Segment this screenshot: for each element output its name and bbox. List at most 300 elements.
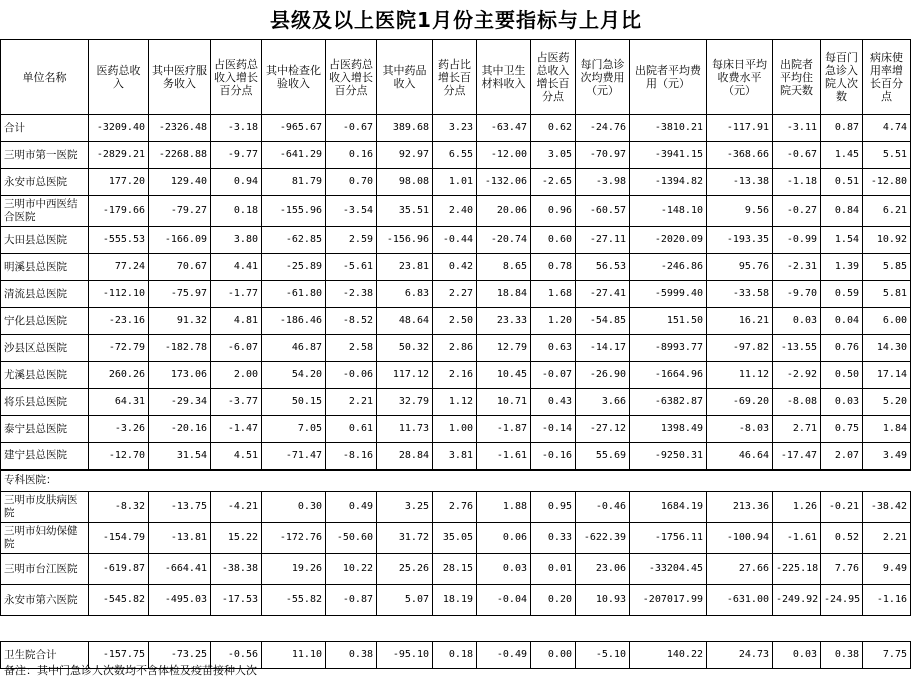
value-cell: -619.87 (89, 554, 149, 585)
value-cell: 2.58 (326, 335, 377, 362)
empty-cell (326, 616, 377, 642)
value-cell: -14.17 (576, 335, 630, 362)
empty-cell (773, 616, 821, 642)
value-cell: 1.68 (531, 281, 576, 308)
value-cell: 3.49 (863, 443, 911, 470)
value-cell: 0.03 (477, 554, 531, 585)
value-cell: -172.76 (262, 523, 326, 554)
value-cell: 3.81 (433, 443, 477, 470)
value-cell: 1684.19 (630, 492, 707, 523)
column-header: 每床日平均收费水平（元） (707, 40, 773, 115)
header-row (1, 40, 911, 115)
value-cell: -17.47 (773, 443, 821, 470)
table-row (1, 254, 911, 281)
table-row (1, 362, 911, 389)
value-cell: 4.51 (211, 443, 262, 470)
unit-name-cell: 三明市台江医院 (1, 554, 89, 585)
value-cell: 117.12 (377, 362, 433, 389)
value-cell: -622.39 (576, 523, 630, 554)
value-cell: -5.10 (576, 642, 630, 669)
value-cell: -1394.82 (630, 169, 707, 196)
unit-name-cell: 永安市总医院 (1, 169, 89, 196)
value-cell: -24.76 (576, 115, 630, 142)
table-row (1, 335, 911, 362)
value-cell: -17.53 (211, 585, 262, 616)
value-cell: 0.43 (531, 389, 576, 416)
value-cell: 6.83 (377, 281, 433, 308)
value-cell: -0.46 (576, 492, 630, 523)
value-cell: -1756.11 (630, 523, 707, 554)
column-header: 占医药总收入增长百分点 (211, 40, 262, 115)
value-cell: 16.21 (707, 308, 773, 335)
value-cell: -545.82 (89, 585, 149, 616)
value-cell: -5.61 (326, 254, 377, 281)
value-cell: -8993.77 (630, 335, 707, 362)
column-header: 每百门急诊入院人次数 (821, 40, 863, 115)
table-row (1, 169, 911, 196)
value-cell: -12.00 (477, 142, 531, 169)
value-cell: 20.06 (477, 196, 531, 227)
value-cell: 54.20 (262, 362, 326, 389)
value-cell: -132.06 (477, 169, 531, 196)
unit-name-cell: 沙县区总医院 (1, 335, 89, 362)
value-cell: 1398.49 (630, 416, 707, 443)
value-cell: 11.10 (262, 642, 326, 669)
value-cell: 9.56 (707, 196, 773, 227)
value-cell: 2.59 (326, 227, 377, 254)
value-cell: -8.52 (326, 308, 377, 335)
value-cell: 0.49 (326, 492, 377, 523)
value-cell: 1.20 (531, 308, 576, 335)
value-cell: 3.05 (531, 142, 576, 169)
column-header: 每门急诊次均费用（元） (576, 40, 630, 115)
value-cell: 6.21 (863, 196, 911, 227)
value-cell: -1.87 (477, 416, 531, 443)
value-cell: -9250.31 (630, 443, 707, 470)
value-cell: -0.56 (211, 642, 262, 669)
column-header: 其中药品收入 (377, 40, 433, 115)
page-title: 县级及以上医院1月份主要指标与上月比 (270, 8, 642, 32)
value-cell: -157.75 (89, 642, 149, 669)
value-cell: -20.16 (149, 416, 211, 443)
value-cell: 23.06 (576, 554, 630, 585)
value-cell: -60.57 (576, 196, 630, 227)
value-cell: 0.51 (821, 169, 863, 196)
table-row (1, 585, 911, 616)
value-cell: -193.35 (707, 227, 773, 254)
value-cell: 0.16 (326, 142, 377, 169)
value-cell: 91.32 (149, 308, 211, 335)
value-cell: -0.21 (821, 492, 863, 523)
value-cell: 0.84 (821, 196, 863, 227)
value-cell: 0.52 (821, 523, 863, 554)
value-cell: -38.38 (211, 554, 262, 585)
value-cell: -8.08 (773, 389, 821, 416)
value-cell: 0.75 (821, 416, 863, 443)
value-cell: 1.00 (433, 416, 477, 443)
value-cell: 3.25 (377, 492, 433, 523)
value-cell: 2.21 (326, 389, 377, 416)
value-cell: -495.03 (149, 585, 211, 616)
value-cell: 10.92 (863, 227, 911, 254)
value-cell: 46.64 (707, 443, 773, 470)
value-cell: -63.47 (477, 115, 531, 142)
value-cell: 0.06 (477, 523, 531, 554)
unit-name-cell: 三明市第一医院 (1, 142, 89, 169)
table-row (1, 196, 911, 227)
value-cell: -2829.21 (89, 142, 149, 169)
column-header: 医药总收入 (89, 40, 149, 115)
value-cell: 0.00 (531, 642, 576, 669)
value-cell: 0.60 (531, 227, 576, 254)
value-cell: 2.86 (433, 335, 477, 362)
value-cell: 35.05 (433, 523, 477, 554)
value-cell: 177.20 (89, 169, 149, 196)
value-cell: 31.54 (149, 443, 211, 470)
value-cell: 2.50 (433, 308, 477, 335)
value-cell: 32.79 (377, 389, 433, 416)
value-cell: -1.61 (773, 523, 821, 554)
value-cell: -2268.88 (149, 142, 211, 169)
unit-name-cell: 三明市妇幼保健院 (1, 523, 89, 554)
value-cell: -0.44 (433, 227, 477, 254)
value-cell: -0.04 (477, 585, 531, 616)
value-cell: -0.27 (773, 196, 821, 227)
value-cell: -2.38 (326, 281, 377, 308)
value-cell: -3810.21 (630, 115, 707, 142)
value-cell: -1.77 (211, 281, 262, 308)
value-cell: 3.80 (211, 227, 262, 254)
value-cell: -25.89 (262, 254, 326, 281)
column-header: 药占比增长百分点 (433, 40, 477, 115)
value-cell: 213.36 (707, 492, 773, 523)
column-header: 占医药总收入增长百分点 (326, 40, 377, 115)
value-cell: -2020.09 (630, 227, 707, 254)
column-header: 其中医疗服务收入 (149, 40, 211, 115)
value-cell: 77.24 (89, 254, 149, 281)
value-cell: -8.03 (707, 416, 773, 443)
value-cell: -27.41 (576, 281, 630, 308)
value-cell: -249.92 (773, 585, 821, 616)
value-cell: -182.78 (149, 335, 211, 362)
value-cell: -1.16 (863, 585, 911, 616)
value-cell: -55.82 (262, 585, 326, 616)
value-cell: -13.75 (149, 492, 211, 523)
column-header: 占医药总收入增长百分点 (531, 40, 576, 115)
value-cell: 1.39 (821, 254, 863, 281)
column-header: 出院者平均住院天数 (773, 40, 821, 115)
value-cell: -154.79 (89, 523, 149, 554)
value-cell: 24.73 (707, 642, 773, 669)
value-cell: 98.08 (377, 169, 433, 196)
value-cell: 19.26 (262, 554, 326, 585)
empty-cell (433, 616, 477, 642)
value-cell: 0.42 (433, 254, 477, 281)
value-cell: -3.98 (576, 169, 630, 196)
column-header: 出院者平均费用（元） (630, 40, 707, 115)
empty-cell (149, 616, 211, 642)
value-cell: 0.33 (531, 523, 576, 554)
value-cell: -8.32 (89, 492, 149, 523)
empty-cell (477, 616, 531, 642)
value-cell: -0.07 (531, 362, 576, 389)
value-cell: 5.07 (377, 585, 433, 616)
value-cell: 23.33 (477, 308, 531, 335)
value-cell: -2.92 (773, 362, 821, 389)
value-cell: -156.96 (377, 227, 433, 254)
empty-cell (707, 616, 773, 642)
value-cell: 173.06 (149, 362, 211, 389)
value-cell: -70.97 (576, 142, 630, 169)
value-cell: -368.66 (707, 142, 773, 169)
empty-cell (630, 616, 707, 642)
value-cell: 1.12 (433, 389, 477, 416)
value-cell: -20.74 (477, 227, 531, 254)
value-cell: 0.03 (773, 642, 821, 669)
value-cell: 28.15 (433, 554, 477, 585)
value-cell: 23.81 (377, 254, 433, 281)
table-row (1, 492, 911, 523)
value-cell: 0.20 (531, 585, 576, 616)
value-cell: -2.31 (773, 254, 821, 281)
value-cell: -1.61 (477, 443, 531, 470)
value-cell: 151.50 (630, 308, 707, 335)
value-cell: 0.70 (326, 169, 377, 196)
value-cell: -12.70 (89, 443, 149, 470)
value-cell: 0.76 (821, 335, 863, 362)
section-row (1, 470, 911, 492)
value-cell: -179.66 (89, 196, 149, 227)
value-cell: -9.70 (773, 281, 821, 308)
value-cell: 0.38 (821, 642, 863, 669)
value-cell: 4.74 (863, 115, 911, 142)
value-cell: 2.21 (863, 523, 911, 554)
value-cell: -27.11 (576, 227, 630, 254)
table-row (1, 389, 911, 416)
value-cell: -50.60 (326, 523, 377, 554)
table-row (1, 115, 911, 142)
column-header: 其中检查化验收入 (262, 40, 326, 115)
value-cell: 6.00 (863, 308, 911, 335)
value-cell: -4.21 (211, 492, 262, 523)
value-cell: 10.71 (477, 389, 531, 416)
value-cell: -13.55 (773, 335, 821, 362)
value-cell: 55.69 (576, 443, 630, 470)
value-cell: 1.84 (863, 416, 911, 443)
value-cell: -13.38 (707, 169, 773, 196)
value-cell: -0.87 (326, 585, 377, 616)
value-cell: -0.67 (773, 142, 821, 169)
value-cell: -0.06 (326, 362, 377, 389)
value-cell: -73.25 (149, 642, 211, 669)
footnote: 备注：其中门急诊人次数均不含体检及疫苗接种人次 (4, 664, 257, 677)
column-header: 单位名称 (1, 40, 89, 115)
value-cell: 1.01 (433, 169, 477, 196)
value-cell: 0.38 (326, 642, 377, 669)
value-cell: -54.85 (576, 308, 630, 335)
value-cell: 0.87 (821, 115, 863, 142)
value-cell: 2.27 (433, 281, 477, 308)
value-cell: 10.93 (576, 585, 630, 616)
value-cell: 95.76 (707, 254, 773, 281)
value-cell: -33204.45 (630, 554, 707, 585)
value-cell: 9.49 (863, 554, 911, 585)
value-cell: 4.81 (211, 308, 262, 335)
value-cell: 8.65 (477, 254, 531, 281)
value-cell: -1.18 (773, 169, 821, 196)
value-cell: 0.61 (326, 416, 377, 443)
table-row (1, 227, 911, 254)
empty-cell (211, 616, 262, 642)
value-cell: -0.49 (477, 642, 531, 669)
unit-name-cell: 清流县总医院 (1, 281, 89, 308)
value-cell: 0.18 (211, 196, 262, 227)
value-cell: -186.46 (262, 308, 326, 335)
value-cell: -5999.40 (630, 281, 707, 308)
value-cell: 0.59 (821, 281, 863, 308)
unit-name-cell: 建宁县总医院 (1, 443, 89, 470)
value-cell: -3.54 (326, 196, 377, 227)
value-cell: 14.30 (863, 335, 911, 362)
empty-cell (821, 616, 863, 642)
empty-cell (377, 616, 433, 642)
unit-name-cell: 卫生院合计 (1, 642, 89, 669)
table-row (1, 142, 911, 169)
value-cell: 5.85 (863, 254, 911, 281)
value-cell: -0.14 (531, 416, 576, 443)
value-cell: -1.47 (211, 416, 262, 443)
value-cell: 3.66 (576, 389, 630, 416)
value-cell: 6.55 (433, 142, 477, 169)
value-cell: 46.87 (262, 335, 326, 362)
value-cell: 0.01 (531, 554, 576, 585)
value-cell: -26.90 (576, 362, 630, 389)
value-cell: 1.45 (821, 142, 863, 169)
value-cell: -62.85 (262, 227, 326, 254)
value-cell: 50.32 (377, 335, 433, 362)
value-cell: 92.97 (377, 142, 433, 169)
value-cell: -29.34 (149, 389, 211, 416)
value-cell: -69.20 (707, 389, 773, 416)
value-cell: -3.11 (773, 115, 821, 142)
value-cell: 2.00 (211, 362, 262, 389)
value-cell: -6382.87 (630, 389, 707, 416)
value-cell: -207017.99 (630, 585, 707, 616)
value-cell: -225.18 (773, 554, 821, 585)
value-cell: 50.15 (262, 389, 326, 416)
value-cell: 2.71 (773, 416, 821, 443)
value-cell: -1664.96 (630, 362, 707, 389)
table-body (1, 115, 911, 669)
empty-cell (1, 616, 89, 642)
value-cell: -166.09 (149, 227, 211, 254)
value-cell: 129.40 (149, 169, 211, 196)
value-cell: 3.23 (433, 115, 477, 142)
value-cell: -8.16 (326, 443, 377, 470)
value-cell: -555.53 (89, 227, 149, 254)
value-cell: -148.10 (630, 196, 707, 227)
value-cell: 1.26 (773, 492, 821, 523)
empty-cell (576, 616, 630, 642)
value-cell: 11.12 (707, 362, 773, 389)
value-cell: 260.26 (89, 362, 149, 389)
value-cell: 11.73 (377, 416, 433, 443)
value-cell: 35.51 (377, 196, 433, 227)
table-row (1, 523, 911, 554)
value-cell: -155.96 (262, 196, 326, 227)
value-cell: 0.78 (531, 254, 576, 281)
value-cell: -75.97 (149, 281, 211, 308)
unit-name-cell: 三明市中西医结合医院 (1, 196, 89, 227)
value-cell: 15.22 (211, 523, 262, 554)
value-cell: 0.95 (531, 492, 576, 523)
value-cell: 18.19 (433, 585, 477, 616)
value-cell: -246.86 (630, 254, 707, 281)
value-cell: -641.29 (262, 142, 326, 169)
empty-cell (863, 616, 911, 642)
value-cell: 5.20 (863, 389, 911, 416)
table-row (1, 416, 911, 443)
value-cell: -3.18 (211, 115, 262, 142)
value-cell: 5.51 (863, 142, 911, 169)
value-cell: -664.41 (149, 554, 211, 585)
spacer-row (1, 616, 911, 642)
value-cell: 1.54 (821, 227, 863, 254)
value-cell: -3.77 (211, 389, 262, 416)
value-cell: 10.45 (477, 362, 531, 389)
table-row (1, 281, 911, 308)
value-cell: 64.31 (89, 389, 149, 416)
value-cell: 12.79 (477, 335, 531, 362)
value-cell: 0.63 (531, 335, 576, 362)
unit-name-cell: 尤溪县总医院 (1, 362, 89, 389)
value-cell: -23.16 (89, 308, 149, 335)
value-cell: -9.77 (211, 142, 262, 169)
value-cell: 0.30 (262, 492, 326, 523)
value-cell: 27.66 (707, 554, 773, 585)
value-cell: 0.03 (773, 308, 821, 335)
value-cell: -100.94 (707, 523, 773, 554)
value-cell: 31.72 (377, 523, 433, 554)
value-cell: 7.05 (262, 416, 326, 443)
value-cell: 0.96 (531, 196, 576, 227)
value-cell: 0.04 (821, 308, 863, 335)
empty-cell (262, 616, 326, 642)
value-cell: 25.26 (377, 554, 433, 585)
unit-name-cell: 泰宁县总医院 (1, 416, 89, 443)
value-cell: -2.65 (531, 169, 576, 196)
value-cell: 81.79 (262, 169, 326, 196)
value-cell: -0.16 (531, 443, 576, 470)
value-cell: -112.10 (89, 281, 149, 308)
value-cell: -6.07 (211, 335, 262, 362)
value-cell: 0.50 (821, 362, 863, 389)
value-cell: -38.42 (863, 492, 911, 523)
value-cell: 4.41 (211, 254, 262, 281)
value-cell: 56.53 (576, 254, 630, 281)
value-cell: 10.22 (326, 554, 377, 585)
value-cell: -631.00 (707, 585, 773, 616)
value-cell: -72.79 (89, 335, 149, 362)
value-cell: 18.84 (477, 281, 531, 308)
unit-name-cell: 永安市第六医院 (1, 585, 89, 616)
value-cell: -3209.40 (89, 115, 149, 142)
value-cell: -0.99 (773, 227, 821, 254)
value-cell: 0.18 (433, 642, 477, 669)
indicator-table (0, 39, 911, 669)
value-cell: -95.10 (377, 642, 433, 669)
value-cell: 0.94 (211, 169, 262, 196)
